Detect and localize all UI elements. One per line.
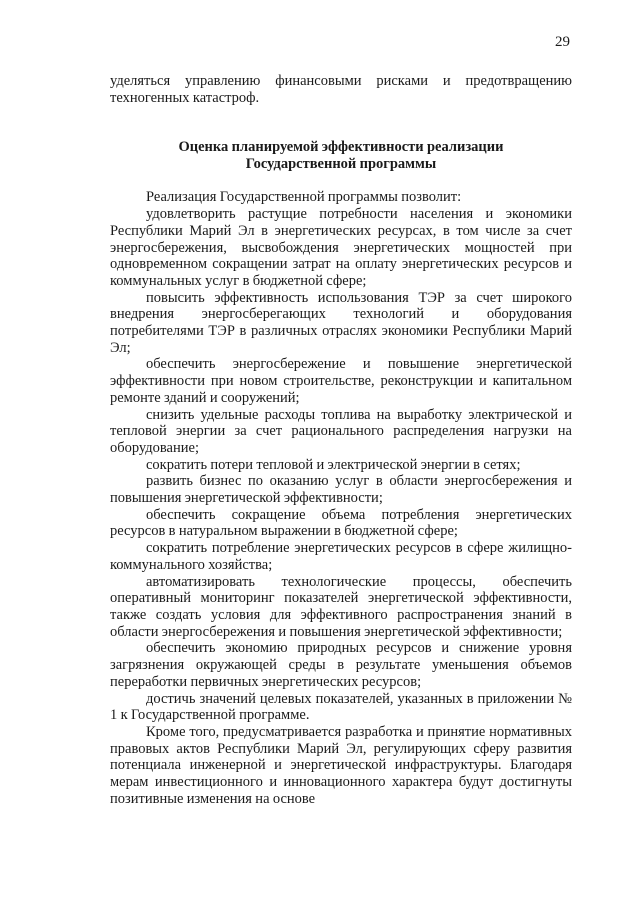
paragraph-item: обеспечить энергосбережение и повышение энергетической эффективности при новом строительстве, реконструкции и капитальном ремонте зданий и сооружений; <box>110 356 572 406</box>
paragraph-closing: Кроме того, предусматривается разработка и принятие нормативных правовых актов Республики Марий Эл, регулирующих сферу развития потенциала инженерной и энергетической инфраструктуры. Благодаря мерам инвестиционного и инновационного характера будут достигнуты позитивные изменения на основе <box>110 723 572 807</box>
paragraph-item: удовлетворить растущие потребности населения и экономики Республики Марий Эл в энергетических ресурсах, в том числе за счет энергосбережения, высвобождения энергетических мощностей при одновременном сокращении затрат на оплату энергетических ресурсов и коммунальных услуг в бюджетной сфере; <box>110 206 572 289</box>
paragraph-item: повысить эффективность использования ТЭР за счет широкого внедрения энергосберегающих технологий и оборудования потребителями ТЭР в различных отраслях экономики Республики Марий Эл; <box>110 289 572 356</box>
paragraph-item: обеспечить экономию природных ресурсов и снижение уровня загрязнения окружающей среды в результате уменьшения объемов переработки первичных энергетических ресурсов; <box>110 640 572 690</box>
paragraph-item: развить бизнес по оказанию услуг в области энергосбережения и повышения энергетической эффективности; <box>110 473 572 507</box>
section-heading-line-2: Государственной программы <box>245 156 437 173</box>
paragraph-item: сократить потребление энергетических ресурсов в сфере жилищно-коммунального хозяйства; <box>110 540 572 573</box>
paragraph-item: снизить удельные расходы топлива на выработку электрической и тепловой энергии за счет рационального распределения нагрузки на оборудование; <box>110 406 572 456</box>
intro-paragraph: уделяться управлению финансовыми рисками и предотвращению техногенных катастроф. <box>110 73 572 106</box>
paragraph-lead: Реализация Государственной программы позволит: <box>146 189 462 206</box>
page-number: 29 <box>555 34 570 50</box>
section-heading <box>110 139 572 173</box>
paragraph-item: обеспечить сокращение объема потребления энергетических ресурсов в натуральном выражении в бюджетной сфере; <box>110 506 572 540</box>
paragraph-item: автоматизировать технологические процессы, обеспечить оперативный мониторинг показателей энергетической эффективности, также создать условия для эффективного распространения знаний в области энергосбережения и повышения энергетической эффективности; <box>110 573 572 640</box>
paragraph-item: сократить потери тепловой и электрической энергии в сетях; <box>146 456 521 473</box>
document-body <box>110 73 572 807</box>
section-heading-line-1: Оценка планируемой эффективности реализации <box>178 139 504 156</box>
paragraph-item: достичь значений целевых показателей, указанных в приложении № 1 к Государственной программе. <box>110 690 572 724</box>
